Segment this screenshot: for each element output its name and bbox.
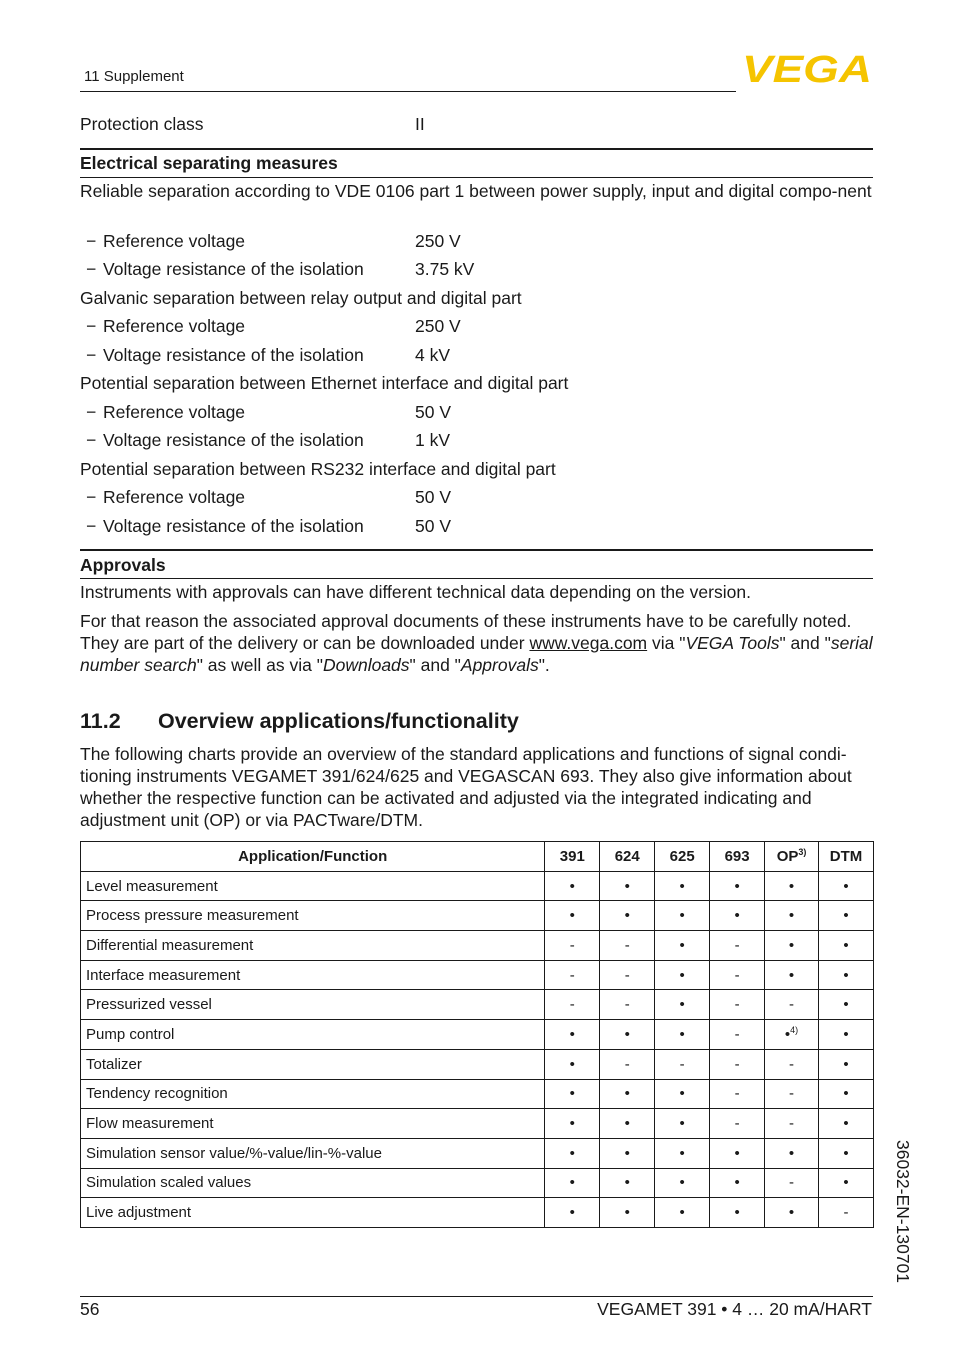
support-cell: • [600, 1138, 655, 1168]
spec-value: 250 V [415, 231, 461, 251]
spec-label: Voltage resistance of the isolation [103, 259, 364, 279]
function-cell: Process pressure measurement [81, 901, 545, 931]
spec-label: Voltage resistance of the isolation [103, 430, 364, 450]
function-cell: Differential measurement [81, 931, 545, 961]
support-cell: • [655, 1020, 710, 1050]
support-cell: • [765, 1198, 819, 1228]
spec-label: Reference voltage [103, 487, 246, 507]
spec-row [86, 230, 461, 252]
protection-class-value: II [415, 114, 425, 134]
spec-label: Voltage resistance of the isolation [103, 345, 364, 365]
support-cell: • [710, 1168, 765, 1198]
support-cell: • [600, 901, 655, 931]
text: " and " [409, 655, 461, 675]
support-cell: • [545, 1109, 600, 1139]
function-cell: Pressurized vessel [81, 990, 545, 1020]
support-cell: • [765, 931, 819, 961]
support-cell: - [765, 1079, 819, 1109]
group-heading: Potential separation between RS232 interface and digital part [80, 459, 556, 479]
support-cell: • [545, 1079, 600, 1109]
table-row [81, 1049, 874, 1079]
support-cell: • [710, 1198, 765, 1228]
section-rule [80, 148, 873, 150]
support-cell: • [545, 1198, 600, 1228]
function-cell: Flow measurement [81, 1109, 545, 1139]
section-title: Overview applications/functionality [158, 709, 519, 733]
section-intro: The following charts provide an overview of the standard applications and functions of signal condi-tioning instruments VEGAMET 391/624/625 and VEGASCAN 693. They also give information about whether the respective function can be activated and adjusted via the integrated indicating and adjustment unit (OP) or via PACTware/DTM. [80, 744, 852, 830]
page-number: 56 [80, 1299, 100, 1319]
table-row [81, 901, 874, 931]
support-cell: • [765, 901, 819, 931]
support-cell: • [600, 1020, 655, 1050]
spec-value: 250 V [415, 316, 461, 336]
support-cell: • [545, 901, 600, 931]
dash: − [86, 516, 97, 536]
support-cell: - [545, 990, 600, 1020]
support-cell: - [545, 960, 600, 990]
support-cell: - [710, 960, 765, 990]
support-cell: • [655, 990, 710, 1020]
col-header: 693 [710, 842, 765, 872]
approvals-title: Approvals [80, 555, 166, 575]
text-italic: Approvals [460, 655, 539, 675]
electrical-title: Electrical separating measures [80, 153, 338, 173]
support-cell: • [600, 871, 655, 901]
spec-row [86, 258, 475, 280]
protection-class-label: Protection class [80, 114, 204, 134]
support-cell: - [710, 931, 765, 961]
table-row [81, 1079, 874, 1109]
dash: − [86, 259, 97, 279]
footnote-ref: 4) [790, 1024, 799, 1035]
support-cell: • [545, 1168, 600, 1198]
support-cell: • [819, 1049, 874, 1079]
section-heading [80, 709, 519, 734]
table-row [81, 1168, 874, 1198]
support-cell: • [819, 871, 874, 901]
spec-row [86, 515, 451, 537]
support-cell: • [819, 1020, 874, 1050]
function-cell: Live adjustment [81, 1198, 545, 1228]
dash: − [86, 231, 97, 251]
header-section-label: 11 Supplement [84, 68, 184, 85]
vega-logo-text: VEGA [742, 52, 872, 84]
spec-label: Voltage resistance of the isolation [103, 516, 364, 536]
table-row [81, 1138, 874, 1168]
spec-value: 4 kV [415, 345, 451, 365]
text: " and " [779, 633, 831, 653]
spec-value: 50 V [415, 487, 451, 507]
support-cell: • [600, 1168, 655, 1198]
spec-label: Reference voltage [103, 316, 246, 336]
support-cell: - [545, 931, 600, 961]
support-cell: • [545, 871, 600, 901]
spec-value: 50 V [415, 516, 451, 536]
vega-link[interactable]: www.vega.com [529, 633, 648, 653]
function-cell: Pump control [81, 1020, 545, 1050]
section-rule [80, 549, 873, 551]
support-cell: • [600, 1109, 655, 1139]
function-cell: Simulation sensor value/%-value/lin-%-value [81, 1138, 545, 1168]
footnote-ref: 3) [798, 846, 807, 857]
function-cell: Interface measurement [81, 960, 545, 990]
support-cell: - [710, 1079, 765, 1109]
table-row [81, 871, 874, 901]
spec-value: 1 kV [415, 430, 451, 450]
spec-row [86, 486, 451, 508]
spec-label: Reference voltage [103, 231, 246, 251]
header-rule [80, 91, 736, 92]
support-cell: - [655, 1049, 710, 1079]
section-rule [80, 578, 873, 579]
spec-row [86, 401, 451, 423]
support-cell: • [710, 871, 765, 901]
section-number: 11.2 [80, 709, 121, 733]
group-heading: Potential separation between Ethernet interface and digital part [80, 373, 569, 393]
approvals-para-1: Instruments with approvals can have different technical data depending on the version. [80, 582, 751, 602]
support-cell: • [655, 871, 710, 901]
support-cell [765, 1020, 819, 1050]
col-header: DTM [819, 842, 874, 872]
approvals-para-2 [80, 610, 875, 676]
footer-title: VEGAMET 391 • 4 … 20 mA/HART [597, 1299, 872, 1319]
support-cell: - [600, 1049, 655, 1079]
support-cell: • [819, 931, 874, 961]
spec-value: 50 V [415, 402, 451, 422]
dash: − [86, 345, 97, 365]
support-cell: • [765, 871, 819, 901]
support-cell: • [819, 1138, 874, 1168]
support-cell: • [655, 901, 710, 931]
function-cell: Tendency recognition [81, 1079, 545, 1109]
support-cell: • [655, 960, 710, 990]
support-cell: - [765, 1049, 819, 1079]
support-mark: • [784, 1025, 791, 1043]
text-italic: VEGA Tools [685, 633, 780, 653]
col-header: 625 [655, 842, 710, 872]
col-header-text: OP [776, 847, 799, 865]
col-header: Application/Function [81, 842, 545, 872]
vega-logo [741, 52, 873, 84]
support-cell: • [819, 1079, 874, 1109]
support-cell: - [600, 960, 655, 990]
support-cell: • [545, 1049, 600, 1079]
support-cell: - [600, 990, 655, 1020]
support-cell: - [710, 990, 765, 1020]
support-cell: • [545, 1020, 600, 1050]
support-cell: • [710, 1138, 765, 1168]
support-cell: • [655, 1168, 710, 1198]
support-cell: • [600, 1079, 655, 1109]
support-cell: - [765, 1168, 819, 1198]
table-row [81, 931, 874, 961]
support-cell: • [655, 1109, 710, 1139]
function-cell: Level measurement [81, 871, 545, 901]
section-rule [80, 177, 873, 178]
support-cell: • [819, 1168, 874, 1198]
support-cell: • [765, 1138, 819, 1168]
col-header [765, 842, 819, 872]
support-cell: • [819, 901, 874, 931]
spec-row [86, 344, 451, 366]
col-header: 624 [600, 842, 655, 872]
support-cell: • [819, 990, 874, 1020]
table-row [81, 990, 874, 1020]
spec-value: 3.75 kV [415, 259, 475, 279]
function-cell: Totalizer [81, 1049, 545, 1079]
table-row [81, 1020, 874, 1050]
document-code: 36032-EN-130701 [893, 1140, 913, 1284]
text-italic: Downloads [322, 655, 410, 675]
footer-rule [80, 1296, 873, 1297]
support-cell: • [765, 960, 819, 990]
table-row [81, 1198, 874, 1228]
dash: − [86, 402, 97, 422]
support-cell: - [819, 1198, 874, 1228]
support-cell: • [545, 1138, 600, 1168]
dash: − [86, 487, 97, 507]
applications-table [80, 841, 874, 1228]
support-cell: • [655, 1138, 710, 1168]
support-cell: - [710, 1049, 765, 1079]
table-row [81, 1109, 874, 1139]
support-cell: - [765, 990, 819, 1020]
support-cell: • [655, 1198, 710, 1228]
spec-row [86, 315, 461, 337]
text: ". [538, 655, 550, 675]
table-row [81, 960, 874, 990]
dash: − [86, 316, 97, 336]
support-cell: • [655, 931, 710, 961]
text: via " [647, 633, 686, 653]
support-cell: - [710, 1020, 765, 1050]
protection-class-row [80, 113, 425, 135]
col-header: 391 [545, 842, 600, 872]
support-cell: - [710, 1109, 765, 1139]
dash: − [86, 430, 97, 450]
support-cell: • [600, 1198, 655, 1228]
group-heading: Galvanic separation between relay output and digital part [80, 288, 522, 308]
support-cell: • [819, 1109, 874, 1139]
support-cell: • [710, 901, 765, 931]
electrical-intro: Reliable separation according to VDE 0106 part 1 between power supply, input and digital compo-nent [80, 181, 872, 201]
spec-label: Reference voltage [103, 402, 246, 422]
text: For that reason the associated approval documents of these instruments have to be carefully noted. They are part of the delivery or can be downloaded under [80, 611, 852, 653]
function-cell: Simulation scaled values [81, 1168, 545, 1198]
support-cell: • [655, 1079, 710, 1109]
spec-row [86, 429, 451, 451]
table-header-row [81, 842, 874, 872]
support-cell: • [819, 960, 874, 990]
text-italic: serial number search [80, 633, 873, 675]
support-cell: - [765, 1109, 819, 1139]
support-cell: - [600, 931, 655, 961]
text: " as well as via " [196, 655, 323, 675]
